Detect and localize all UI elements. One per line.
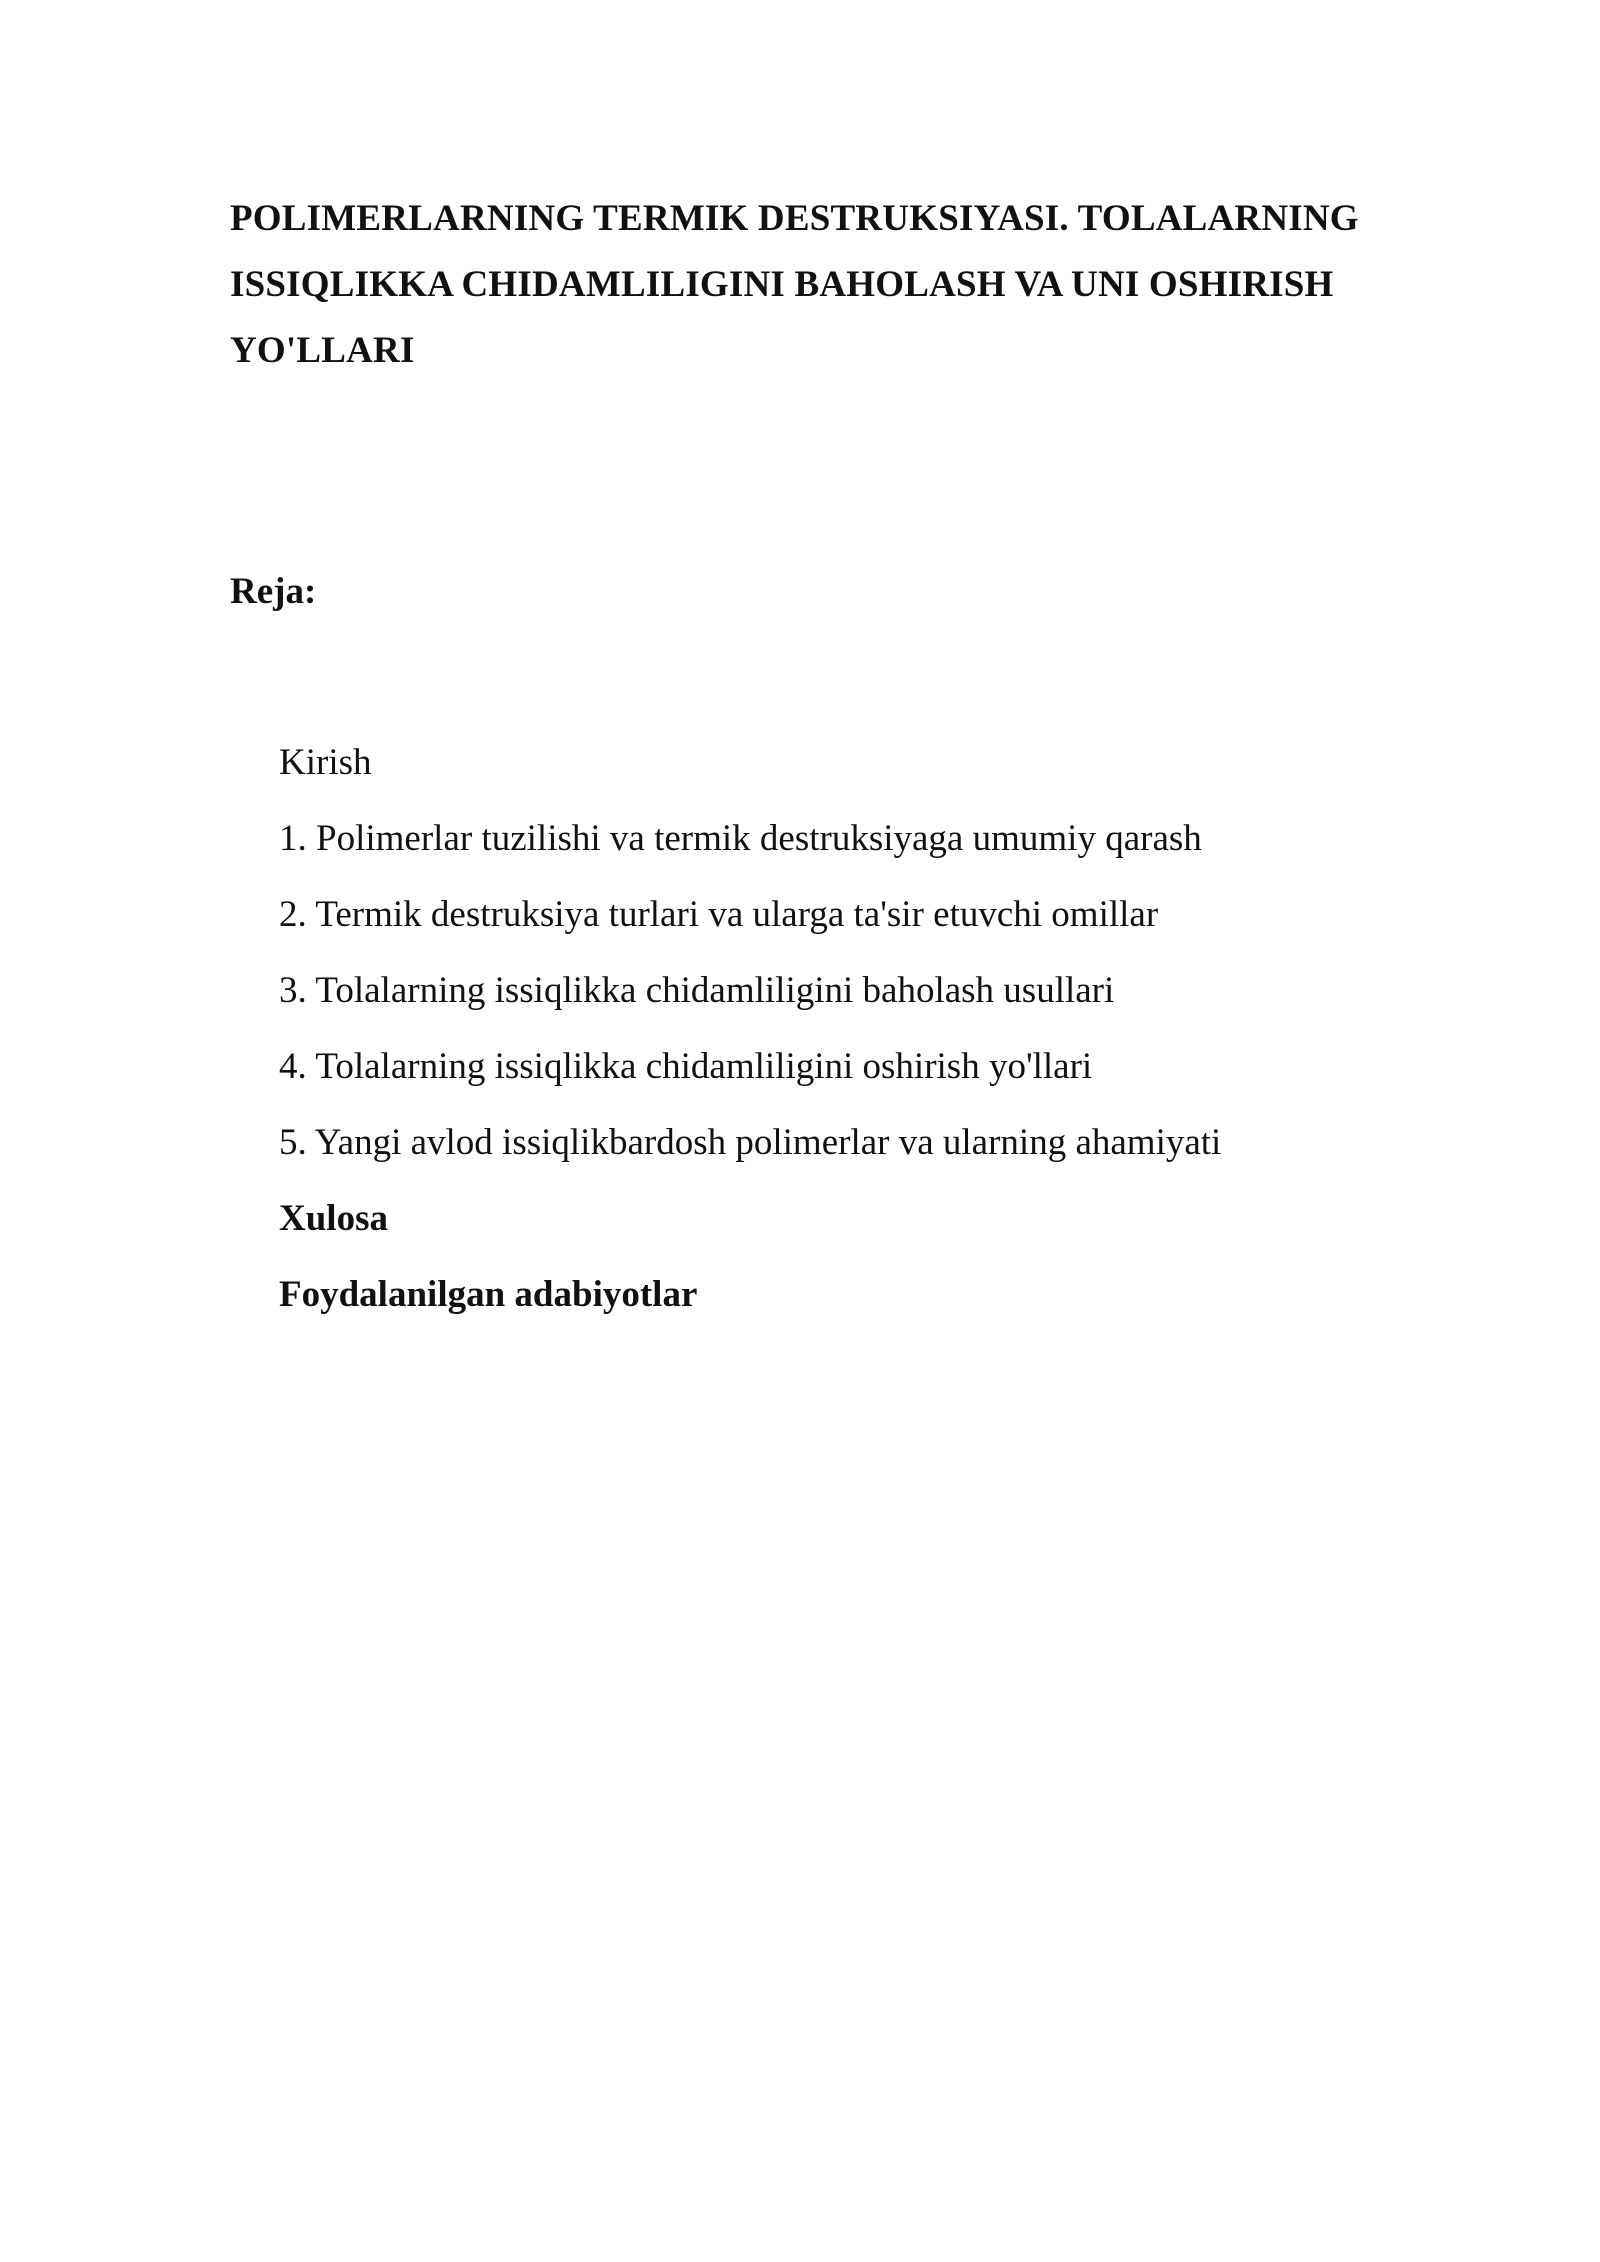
plan-item-4: 4. Tolalarning issiqlikka chidamliligini oshirish yo'llari (279, 1046, 1093, 1087)
document-title (230, 186, 1410, 384)
plan-item-introduction: Kirish (279, 742, 372, 783)
plan-item-2: 2. Termik destruksiya turlari va ularga ta'sir etuvchi omillar (279, 894, 1159, 935)
plan-item-conclusion: Xulosa (279, 1198, 388, 1239)
plan-list (279, 725, 1429, 1333)
title-line-1: POLIMERLARNING TERMIK DESTRUKSIYASI. TOLALARNING (230, 198, 1359, 239)
title-line-3: YO'LLARI (230, 330, 415, 371)
plan-heading: Reja: (230, 571, 317, 612)
plan-item-3: 3. Tolalarning issiqlikka chidamliligini baholash usullari (279, 970, 1115, 1011)
plan-item-5: 5. Yangi avlod issiqlikbardosh polimerlar va ularning ahamiyati (279, 1122, 1222, 1163)
plan-item-references: Foydalanilgan adabiyotlar (279, 1274, 698, 1315)
plan-item-1: 1. Polimerlar tuzilishi va termik destruksiyaga umumiy qarash (279, 818, 1202, 859)
title-line-2: ISSIQLIKKA CHIDAMLILIGINI BAHOLASH VA UNI OSHIRISH (230, 264, 1334, 305)
